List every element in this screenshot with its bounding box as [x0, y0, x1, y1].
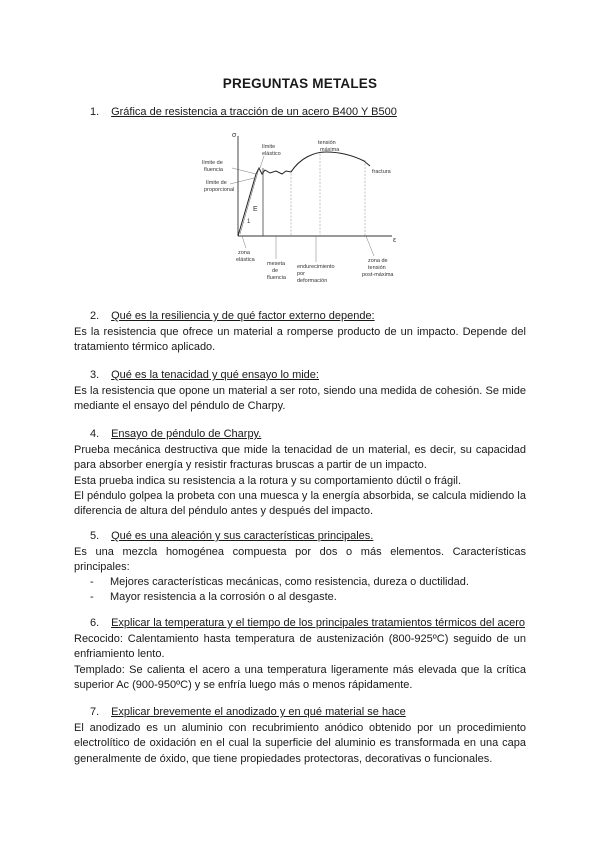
- label-limite-proporcional: [204, 180, 234, 193]
- answer-2: [74, 325, 526, 356]
- svg-text:máxima: máxima: [320, 147, 340, 153]
- stress-strain-figure: [196, 128, 412, 290]
- svg-text:proporcional: proporcional: [204, 187, 235, 193]
- label-zona-tension: [362, 258, 394, 278]
- question-4-heading: [90, 428, 261, 440]
- bullet-item: - Mejores características mecánicas, como resistencia, dureza o ductilidad.: [90, 576, 469, 588]
- x-axis-label: ε: [393, 237, 397, 244]
- question-3-heading: [90, 369, 319, 381]
- question-number: 6.: [90, 617, 100, 629]
- answer-line: Es la resistencia que opone un material a ser roto, siendo una medida de cohesión. Se mide mediante el ensayo del péndulo de Charpy.: [74, 385, 526, 413]
- unit-mark: 1: [247, 219, 251, 225]
- answer-5: [74, 545, 526, 576]
- svg-text:fluencia: fluencia: [267, 275, 286, 281]
- question-text: Qué es una aleación y sus características principales.: [111, 530, 374, 542]
- question-text: Qué es la tenacidad y qué ensayo lo mide:: [111, 369, 319, 381]
- question-number: 3.: [90, 369, 100, 381]
- label-meseta: [267, 261, 287, 281]
- question-text: Qué es la resiliencia y de qué factor externo depende:: [111, 310, 375, 322]
- answer-line: Prueba mecánica destructiva que mide la tenacidad de un material, es decir, su capacidad para absorber energía y resistir fracturas bruscas a partir de un impacto.: [74, 444, 526, 472]
- question-text: Explicar la temperatura y el tiempo de los principales tratamientos térmicos del acero: [111, 617, 525, 629]
- svg-text:tensión: tensión: [368, 265, 386, 271]
- answer-7: [74, 721, 526, 767]
- answer-line: El anodizado es un aluminio con recubrimiento anódico obtenido por un procedimiento electrolítico de oxidación en el cual la superficie del aluminio es transformada en una capa generalmente de óxido, que tiene propiedades protectoras, decorativas o funcionales.: [74, 722, 526, 765]
- svg-text:de: de: [272, 268, 279, 274]
- answer-line: Es la resistencia que ofrece un material a romperse producto de un impacto. Depende del tratamiento térmico aplicado.: [74, 326, 526, 354]
- question-number: 1.: [90, 106, 100, 118]
- svg-text:límite: límite: [262, 144, 276, 150]
- question-text: Gráfica de resistencia a tracción de un acero B400 Y B500: [111, 106, 397, 118]
- svg-text:límite de: límite de: [206, 180, 227, 186]
- answer-4: [74, 443, 526, 519]
- answer-5-bullets: [90, 575, 469, 606]
- answer-line: Es una mezcla homogénea compuesta por dos o más elementos. Características principales:: [74, 546, 526, 574]
- svg-text:tensión: tensión: [318, 140, 336, 146]
- label-zona-elastica: [236, 250, 256, 263]
- answer-line: Esta prueba indica su resistencia a la rotura y su comportamiento dúctil o frágil.: [74, 474, 462, 487]
- answer-line: Recocido: Calentamiento hasta temperatura de austenización (800-925ºC) seguido de un enfriamiento lento.: [74, 633, 526, 661]
- svg-text:endurecimiento: endurecimiento: [297, 264, 335, 270]
- y-axis-label: σ: [232, 132, 237, 139]
- page-title: PREGUNTAS METALES: [222, 76, 378, 91]
- question-2-heading: [90, 310, 375, 322]
- svg-text:por: por: [297, 271, 305, 277]
- question-text: Explicar brevemente el anodizado y en qué material se hace: [111, 706, 406, 718]
- label-endurecimiento: [297, 264, 335, 284]
- question-7-heading: [90, 706, 406, 718]
- svg-text:fluencia: fluencia: [204, 167, 223, 173]
- label-limite-fluencia: [202, 160, 224, 173]
- modulus-label: E: [253, 206, 258, 213]
- label-limite-elastico: [262, 144, 281, 157]
- answer-6: [74, 632, 526, 693]
- question-5-heading: [90, 530, 373, 542]
- question-number: 4.: [90, 428, 100, 440]
- question-number: 7.: [90, 706, 100, 718]
- svg-text:elástico: elástico: [262, 151, 281, 157]
- stress-strain-curve: [238, 152, 370, 236]
- question-1-heading: [90, 106, 397, 118]
- question-number: 5.: [90, 530, 100, 542]
- svg-text:zona: zona: [238, 250, 250, 256]
- svg-text:deformación: deformación: [297, 278, 328, 284]
- answer-line: El péndulo golpea la probeta con una muesca y la energía absorbida, se calcula midiendo la diferencia de altura del péndulo antes y después del impacto.: [74, 489, 526, 518]
- question-6-heading: [90, 617, 525, 629]
- answer-line: Templado: Se calienta el acero a una temperatura ligeramente más elevada que la crítica superior Ac (900-950ºC) y se enfría luego más o menos rápidamente.: [74, 663, 526, 691]
- label-tension-maxima: [318, 140, 340, 153]
- question-number: 2.: [90, 310, 100, 322]
- svg-text:post-máxima: post-máxima: [362, 272, 394, 278]
- bullet-item: - Mayor resistencia a la corrosión o al desgaste.: [90, 591, 337, 604]
- svg-text:límite de: límite de: [202, 160, 223, 166]
- svg-text:meseta: meseta: [267, 261, 286, 267]
- label-fractura: fractura: [372, 169, 391, 175]
- answer-3: [74, 384, 526, 415]
- svg-text:zona de: zona de: [368, 258, 388, 264]
- svg-text:elástica: elástica: [236, 257, 255, 263]
- question-text: Ensayo de péndulo de Charpy.: [111, 428, 262, 440]
